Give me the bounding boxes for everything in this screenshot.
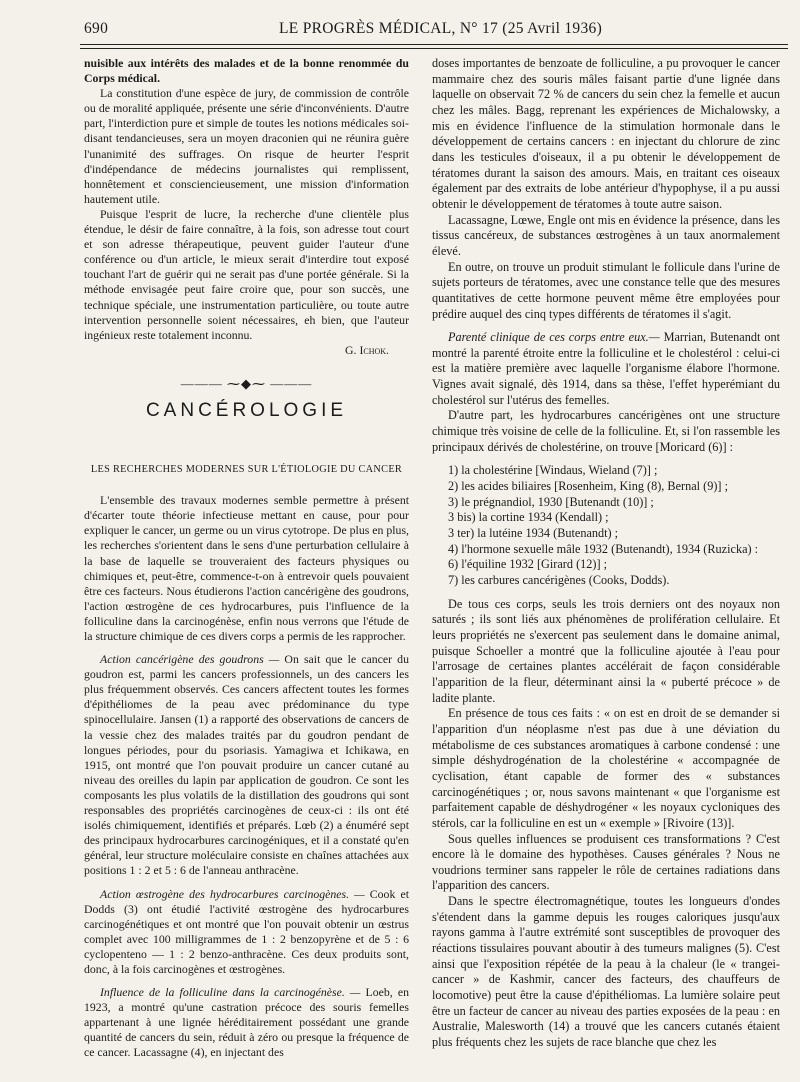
- paragraph: Dans le spectre électromagnétique, toutes les longueurs d'ondes s'étendent dans la gamme depuis les rouges caloriques jusqu'aux rayons gamma à l'autre extrémité sont susceptibles de provoquer des réactions tissulaires pouvant aboutir à des tumeurs malignes (5). C'est ainsi que l'exposition répétée de la peau à la chaleur (le « trangei-cancer » de Kashmir, cancer des facteurs, des chauffeurs de locomotive) peut être la cause d'épithéliomas. La lumière solaire peut être un facteur de cancer au niveau des parties exposées de la peau : en Australie, Malesworth (14) a trouvé que les cancers cutanés étaient plus fréquents chez les sujets de race blanche que chez les: [432, 894, 780, 1050]
- paragraph: [84, 985, 409, 1060]
- paragraph-text: Loeb, en 1923, a montré qu'une castration précoce des souris femelles appartenant à une lignée héréditairement possédant une grande quantité de cancers du sein, réduit à zéro ou presque la fréquence de ce cancer. Lacassagne (4), en injectant des: [84, 985, 409, 1060]
- right-column: [432, 56, 780, 1051]
- paragraph: [84, 652, 409, 878]
- ornament-divider: ——— ⁓◆⁓ ———: [180, 375, 313, 391]
- page-number: 690: [84, 20, 109, 37]
- author-signature: G. Ichok.: [345, 342, 389, 357]
- paragraph: [432, 330, 780, 408]
- list-item: 7) les carbures cancérigènes (Cooks, Dodds).: [448, 573, 670, 587]
- paragraph: La constitution d'une espèce de jury, de commission de contrôle ou de moralité appliquée, présente une série d'inconvénients. D'autre part, l'interdiction pure et simple de toutes les notions médicales soi-disant tendancieuses, sera un moyen draconien qui ne réunira guère l'unanimité des suffrages. On risque de heurter l'esprit d'indépendance de médecins journalistes qui remplissent, honnêtement et consciencieusement, une mission d'information hautement utile.: [84, 86, 409, 206]
- paragraph: nuisible aux intérêts des malades et de la bonne renommée du Corps médical.: [84, 56, 409, 86]
- paragraph: Lacassagne, Lœwe, Engle ont mis en évidence la présence, dans les tissus cancéreux, de substances œstrogènes à un taux anormalement élevé.: [432, 212, 780, 258]
- subheading: Influence de la folliculine dans la carcinogénèse. —: [100, 985, 361, 1000]
- header-rule: [80, 44, 788, 45]
- paragraph: doses importantes de benzoate de folliculine, a pu provoquer le cancer mammaire chez des souris mâles faisant partie d'une lignée dans laquelle on observait 72 % de cancers du sein chez la femelle et aucun chez les mâles. Bagg, reprenant les expériences de Michalowsky, a mis en évidence l'influence de la stimulation hormonale dans le développement de certains cancers : en injectant du chlorure de zinc dans les testicules d'oiseaux, il a pu obtenir le développement de tératomes durant la saison des amours. Mais, en traitant ces oiseaux également par des extraits de lobe antérieur d'hypophyse, il a pu aussi obtenir le développement de tératomes à toute autre saison.: [432, 56, 780, 211]
- subheading: Action cancérigène des goudrons —: [100, 652, 280, 667]
- paragraph: D'autre part, les hydrocarbures cancérigènes ont une structure chimique très voisine de celle de la folliculine. Et, si l'on rassemble les principaux dérivés de cholestérine, on trouve [Moricard (6)] :: [432, 408, 780, 454]
- list-item: 1) la cholestérine [Windaus, Wieland (7)] ;: [448, 463, 658, 478]
- paragraph: Puisque l'esprit de lucre, la recherche d'une clientèle plus étendue, le désir de faire connaître, à la fois, son adresse tout court et son adresse thérapeutique, peuvent guider l'auteur d'une conférence ou d'un article, le mieux serait d'interdire tout exposé touchant l'art de guérir qui ne serait pas d'une portée générale. Si la méthode envisagée peut faire croire que, pour son succès, une technique spéciale, une instrumentation particulière, ou toute autre intervention personnelle soient nécessaires, eh bien, que l'auteur ingénieux reste totalement inconnu.: [84, 206, 409, 342]
- list-item: 3 ter) la lutéine 1934 (Butenandt) ;: [448, 526, 619, 541]
- list-item: 3) le prégnandiol, 1930 [Butenandt (10)] ;: [448, 494, 654, 509]
- section-title: CANCÉROLOGIE: [145, 399, 348, 421]
- paragraph-text: Cook et Dodds (3) ont étudié l'activité œstrogène des hydrocarbures carcinogénétiques et ont montré que l'on pouvait obtenir un œstrus complet avec 100 milligrammes de 1 : 2 benzopyrène et de 5 : 6 cyclopenteno — 1 : 2 benzo-anthracène. Ces deux produits sont, donc, à la fois carcinogènes et œstrogènes.: [84, 886, 409, 976]
- paragraph: De tous ces corps, seuls les trois derniers ont des noyaux non saturés ; ils sont liés aux phénomènes de prolifération cellulaire. Et leurs propriétés ne s'exercent pas seulement dans le domaine animal, puisque Schoeller a montré que la folliculine ajoutée à l'eau pour l'arrosage de certaines plantes accélérait de façon considérable l'apparition de la fleur, déterminant ainsi la « puberté précoce » de ladite plante.: [432, 596, 780, 705]
- paragraph: [84, 887, 409, 978]
- list-item: 3 bis) la cortine 1934 (Kendall) ;: [448, 510, 609, 525]
- list-item: 2) les acides biliaires [Rosenheim, King (8), Bernal (9)] ;: [448, 479, 728, 494]
- list-item: 4) l'hormone sexuelle mâle 1932 (Butenandt), 1934 (Ruzicka) :: [448, 541, 759, 556]
- running-header: [84, 20, 784, 42]
- left-column: [84, 56, 409, 1061]
- paragraph: Sous quelles influences se produisent ces transformations ? C'est encore là le domaine des hypothèses. Causes générales ? Nous ne voudrions terminer sans rappeler le rôle de certaines radiations dans l'apparition des cancers.: [432, 831, 780, 893]
- paragraph: En présence de tous ces faits : « on est en droit de se demander si l'apparition d'un néoplasme n'est pas due à une déviation du métabolisme de ces substances aromatiques à carbone condensé : une simple déshydrogénation de la cholestérine « accompagnée de cyclisation, étant capable de former des « substances carcinogénétiques ; or, nous savons maintenant « que l'organisme est parfaitement capable de déshydrogéner « les noyaux cycloniques des stérols, car la folliculine en est un « exemple » [Rivoire (13)].: [432, 706, 780, 830]
- article-title: LES RECHERCHES MODERNES SUR L'ÉTIOLOGIE DU CANCER: [90, 464, 403, 476]
- running-title: LE PROGRÈS MÉDICAL, N° 17 (25 Avril 1936): [279, 20, 603, 37]
- subheading: Action œstrogène des hydrocarbures carcinogènes. —: [100, 886, 365, 901]
- list-item: 6) l'équiline 1932 [Girard (12)] ;: [448, 557, 608, 572]
- paragraph-text: Marrian, Butenandt ont montré la parenté étroite entre la folliculine et le cholestérol : celui-ci est la matière première avec laquelle l'organisme élabore l'hormone. Vignes avait signalé, dès 1914, dans sa thèse, l'effet hyperémiant du cholestérol sur l'utérus des femelles.: [432, 330, 780, 407]
- paragraph: L'ensemble des travaux modernes semble permettre à présent d'écarter toute théorie infectieuse mettant en cause, pour pour expliquer le cancer, un germe ou un virus cytotrope. De plus en plus, les recherches s'orientent dans le sens d'une perturbation cellulaire à la base de laquelle se trouveraient des facteurs physiques ou chimiques et, peut-être, commence-t-on à entrevoir quels pouvaient être ces facteurs. Nous étudierons l'action cancérigène des goudrons, l'action œstrogène de ces hydrocarbures, puis l'influence de la folliculine dans la carcinogénèse, enfin nous verrons que l'étude de la structure chimique de ces divers corps a permis de les rapprocher.: [84, 493, 409, 643]
- header-rule-thin: [80, 48, 788, 49]
- paragraph: En outre, on trouve un produit stimulant le follicule dans l'urine de sujets porteurs de tératomes, avec une constance telle que des mesures quantitatives de cette hormone peuvent même être employées pour prédire auquel des cinq types différents de tératomes il s'agit.: [432, 259, 780, 321]
- subheading: Parenté clinique de ces corps entre eux.—: [448, 330, 660, 345]
- paragraph-text: On sait que le cancer du goudron est, parmi les cancers professionnels, un des cancers les plus fréquemment observés. Ces cancers affectent toutes les formes d'épithéliomes de la peau avec prédominance du type spinocellulaire. Jansen (1) a rapporté des observations de cancers de la vessie chez des malades traités par du goudron pendant de longues périodes, pour du psoriasis. Yamagiwa et Ichikawa, en 1915, ont montré que l'on pouvait produire un cancer cutané au niveau des oreilles du lapin par application de goudron. Ce sont les composants les plus volatils de la distillation des goudrons qui sont responsables des propriétés carcinogènes de ceux-ci : ils ont été isolés chimiquement, identifiés et préparés. Lœb (2) a énuméré sept des principaux hydrocarbures carcinogéniques, et il a constaté qu'en général, leur structure moléculaire consiste en chaînes attachées aux positions 1 : 2 et 5 : 6 de l'anneau anthracène.: [84, 652, 409, 878]
